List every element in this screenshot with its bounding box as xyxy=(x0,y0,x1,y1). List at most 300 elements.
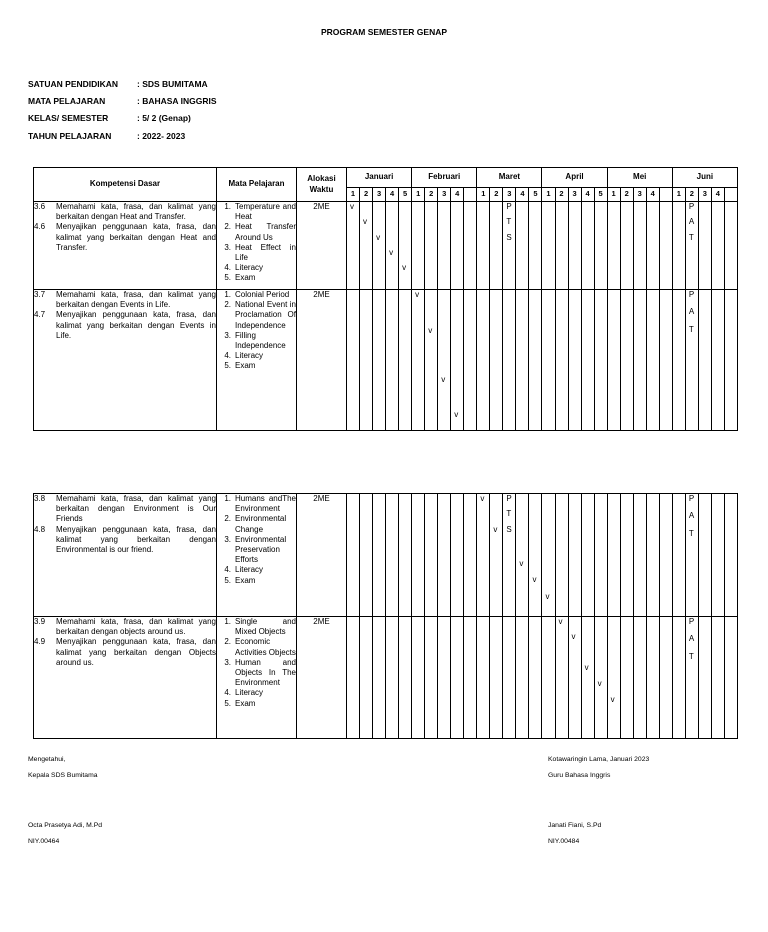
mapel-number: 2. xyxy=(224,300,231,310)
mapel-item xyxy=(217,243,296,263)
document-title: PROGRAM SEMESTER GENAP xyxy=(320,27,448,37)
meta-row xyxy=(28,96,217,113)
week-cell xyxy=(386,290,399,431)
week-cell xyxy=(620,494,633,617)
table-row xyxy=(34,290,738,431)
header-week: 2 xyxy=(490,187,503,201)
kompetensi-cell xyxy=(34,202,217,290)
mapel-number: 4. xyxy=(224,688,231,698)
schedule-mark: P xyxy=(688,202,695,211)
week-cell xyxy=(711,494,724,617)
mapel-item xyxy=(217,263,296,273)
meta-label: MATA PELAJARAN xyxy=(28,96,106,107)
week-cell xyxy=(516,290,529,431)
week-cell xyxy=(360,494,373,617)
schedule-mark: v xyxy=(571,632,576,642)
mapel-cell xyxy=(217,202,297,290)
mapel-item xyxy=(217,535,296,566)
header-week: 1 xyxy=(607,187,620,201)
mapel-text: Colonial Period xyxy=(235,290,290,299)
week-cell xyxy=(568,202,581,290)
week-cell xyxy=(659,202,672,290)
header-week: 2 xyxy=(685,187,698,201)
mapel-text: Literacy xyxy=(235,565,264,575)
kompetensi-text: Menyajikan penggunaan kata, frasa, dan kalimat yang berkaitan dengan Heat and Transfer. xyxy=(56,222,216,252)
week-cell xyxy=(685,202,698,290)
schedule-mark: T xyxy=(506,217,512,227)
week-cell xyxy=(568,617,581,739)
schedule-mark: P xyxy=(688,494,695,503)
week-cell xyxy=(516,494,529,617)
week-cell xyxy=(464,494,477,617)
week-cell xyxy=(373,494,386,617)
schedule-mark: S xyxy=(506,232,512,242)
mapel-text: Environmental Preservation Efforts xyxy=(235,534,287,565)
week-cell xyxy=(490,494,503,617)
schedule-mark: T xyxy=(506,509,512,519)
week-cell xyxy=(633,202,646,290)
kompetensi-cell xyxy=(34,494,217,617)
mapel-number: 2. xyxy=(224,222,231,232)
week-cell xyxy=(347,202,360,290)
week-cell xyxy=(542,617,555,739)
week-cell xyxy=(347,290,360,431)
week-cell xyxy=(477,494,490,617)
week-cell xyxy=(724,617,737,739)
schedule-mark: P xyxy=(506,494,512,503)
week-cell xyxy=(672,617,685,739)
week-cell xyxy=(594,202,607,290)
mapel-text: Heat Effect in Life xyxy=(235,242,296,263)
mapel-item xyxy=(217,658,296,689)
week-cell xyxy=(451,617,464,739)
mapel-number: 3. xyxy=(224,534,231,544)
mapel-text: Exam xyxy=(235,273,256,283)
kompetensi-item xyxy=(34,202,216,222)
header-kompetensi: Kompetensi Dasar xyxy=(34,168,217,202)
week-cell xyxy=(425,290,438,431)
week-cell xyxy=(412,290,425,431)
kompetensi-number: 4.8 xyxy=(34,524,46,534)
sig-left-line2: Kepala SDS Bumitama xyxy=(28,772,98,779)
meta-info xyxy=(28,79,217,148)
mapel-item xyxy=(217,361,296,371)
week-cell xyxy=(581,290,594,431)
mapel-number: 1. xyxy=(224,290,231,299)
header-week: 1 xyxy=(477,187,490,201)
schedule-table-top xyxy=(33,167,738,431)
mapel-item xyxy=(217,617,296,637)
header-week: 4 xyxy=(516,187,529,201)
week-cell xyxy=(698,290,711,431)
sig-left-niy: NIY.00464 xyxy=(28,838,60,845)
mapel-item xyxy=(217,565,296,575)
schedule-mark: T xyxy=(688,324,694,334)
kompetensi-number: 3.7 xyxy=(34,290,46,299)
schedule-mark: A xyxy=(688,217,695,227)
table-row xyxy=(34,617,738,739)
mapel-text: Temperature and Heat xyxy=(235,202,296,222)
schedule-mark: v xyxy=(584,662,589,672)
week-cell xyxy=(672,494,685,617)
week-cell xyxy=(607,617,620,739)
table-row xyxy=(34,202,738,290)
mapel-number: 1. xyxy=(224,617,231,626)
mapel-text: Literacy xyxy=(235,263,264,273)
kompetensi-item xyxy=(34,637,216,668)
week-cell xyxy=(412,617,425,739)
kompetensi-text: Menyajikan penggunaan kata, frasa, dan kalimat yang berkaitan dengan Objects around us. xyxy=(56,637,216,667)
header-month: Februari xyxy=(412,168,477,188)
schedule-mark: T xyxy=(688,528,694,538)
sig-right-line1: Kotawaringin Lama, Januari 2023 xyxy=(548,756,650,763)
mapel-item xyxy=(217,637,296,657)
mapel-number: 4. xyxy=(224,263,231,273)
mapel-item xyxy=(217,273,296,283)
week-cell xyxy=(490,617,503,739)
mapel-number: 3. xyxy=(224,330,231,340)
week-cell xyxy=(373,202,386,290)
week-cell xyxy=(399,290,412,431)
week-cell xyxy=(646,494,659,617)
week-cell xyxy=(698,202,711,290)
week-cell xyxy=(503,494,516,617)
week-cell xyxy=(373,290,386,431)
mapel-cell xyxy=(217,494,297,617)
header-week: 5 xyxy=(529,187,542,201)
meta-label: SATUAN PENDIDIKAN xyxy=(28,79,119,89)
kompetensi-number: 4.6 xyxy=(34,222,46,232)
week-cell xyxy=(451,202,464,290)
alokasi-cell: 2ME xyxy=(297,202,347,290)
kompetensi-cell xyxy=(34,290,217,431)
week-cell xyxy=(503,290,516,431)
week-cell xyxy=(542,202,555,290)
kompetensi-number: 4.9 xyxy=(34,637,46,647)
week-cell xyxy=(685,617,698,739)
week-cell xyxy=(542,290,555,431)
week-cell xyxy=(555,494,568,617)
header-week: 3 xyxy=(438,187,451,201)
week-cell xyxy=(529,494,542,617)
schedule-mark: v xyxy=(532,574,537,584)
header-week xyxy=(659,187,672,201)
kompetensi-text: Menyajikan penggunaan kata, frasa, dan kalimat yang berkaitan dengan Environmental is our friend. xyxy=(56,524,216,555)
week-cell xyxy=(529,617,542,739)
kompetensi-item xyxy=(34,525,216,556)
mapel-item xyxy=(217,331,296,351)
sig-right-line2: Guru Bahasa Inggris xyxy=(548,772,611,779)
week-cell xyxy=(633,617,646,739)
week-cell xyxy=(633,290,646,431)
week-cell xyxy=(698,617,711,739)
schedule-mark: T xyxy=(688,232,694,242)
mapel-item xyxy=(217,222,296,242)
header-week: 4 xyxy=(451,187,464,201)
week-cell xyxy=(464,290,477,431)
week-cell xyxy=(659,617,672,739)
week-cell xyxy=(451,494,464,617)
week-cell xyxy=(464,202,477,290)
header-week: 3 xyxy=(373,187,386,201)
schedule-mark: S xyxy=(506,524,512,534)
week-cell xyxy=(386,202,399,290)
week-cell xyxy=(451,290,464,431)
alokasi-cell: 2ME xyxy=(297,617,347,739)
meta-row xyxy=(28,131,217,148)
week-cell xyxy=(373,617,386,739)
week-cell xyxy=(698,494,711,617)
week-cell xyxy=(399,202,412,290)
mapel-number: 5. xyxy=(224,361,231,371)
week-cell xyxy=(477,202,490,290)
schedule-mark: A xyxy=(688,307,695,317)
meta-row xyxy=(28,79,217,96)
schedule-mark: v xyxy=(480,494,485,503)
kompetensi-item xyxy=(34,617,216,637)
mapel-number: 3. xyxy=(224,242,231,252)
mapel-item xyxy=(217,494,296,514)
week-cell xyxy=(620,202,633,290)
mapel-item xyxy=(217,688,296,698)
header-week: 1 xyxy=(412,187,425,201)
header-month: Juni xyxy=(672,168,737,188)
week-cell xyxy=(607,494,620,617)
schedule-mark: A xyxy=(688,634,695,644)
kompetensi-number: 4.7 xyxy=(34,310,46,320)
meta-value: : SDS BUMITAMA xyxy=(137,79,208,89)
schedule-mark: v xyxy=(597,679,602,689)
header-week: 5 xyxy=(594,187,607,201)
week-cell xyxy=(594,494,607,617)
schedule-mark: v xyxy=(376,232,381,242)
header-week: 3 xyxy=(503,187,516,201)
week-cell xyxy=(464,617,477,739)
kompetensi-item xyxy=(34,290,216,310)
week-cell xyxy=(516,202,529,290)
meta-value: : 5/ 2 (Genap) xyxy=(137,113,191,124)
meta-label: TAHUN PELAJARAN xyxy=(28,130,112,141)
week-cell xyxy=(607,202,620,290)
week-cell xyxy=(620,617,633,739)
week-cell xyxy=(399,617,412,739)
schedule-mark: T xyxy=(688,651,694,661)
kompetensi-item xyxy=(34,494,216,525)
mapel-item xyxy=(217,202,296,222)
header-week: 4 xyxy=(581,187,594,201)
header-month: Januari xyxy=(347,168,412,188)
header-week: 1 xyxy=(672,187,685,201)
kompetensi-text: Memahami kata, frasa, dan kalimat yang berkaitan dengan Events in Life. xyxy=(56,290,216,310)
week-cell xyxy=(503,617,516,739)
week-cell xyxy=(477,290,490,431)
schedule-mark: v xyxy=(428,325,433,335)
schedule-mark: v xyxy=(545,591,550,601)
schedule-mark: v xyxy=(402,263,407,273)
sig-left-line1: Mengetahui, xyxy=(28,756,66,763)
sig-left-name: Octa Prasetya Adi, M.Pd xyxy=(28,822,103,829)
week-cell xyxy=(594,290,607,431)
mapel-item xyxy=(217,290,296,300)
week-cell xyxy=(490,202,503,290)
week-cell xyxy=(581,202,594,290)
mapel-text: National Event in Proclamation Of Independence xyxy=(235,300,296,330)
header-week: 1 xyxy=(347,187,360,201)
schedule-mark: v xyxy=(415,290,420,299)
mapel-item xyxy=(217,351,296,361)
schedule-mark: v xyxy=(519,559,524,569)
week-cell xyxy=(672,202,685,290)
kompetensi-number: 3.6 xyxy=(34,202,46,211)
header-week: 1 xyxy=(542,187,555,201)
sig-right-niy: NIY.00484 xyxy=(548,838,580,845)
schedule-table-bottom xyxy=(33,493,738,739)
mapel-text: Environmental Change xyxy=(235,514,287,534)
week-cell xyxy=(438,494,451,617)
week-cell xyxy=(516,617,529,739)
week-cell xyxy=(711,617,724,739)
week-cell xyxy=(555,290,568,431)
header-mapel: Mata Pelajaran xyxy=(217,168,297,202)
week-cell xyxy=(347,494,360,617)
week-cell xyxy=(425,494,438,617)
header-week xyxy=(724,187,737,201)
kompetensi-text: Memahami kata, frasa, dan kalimat yang berkaitan dengan Heat and Transfer. xyxy=(56,202,216,222)
week-cell xyxy=(438,202,451,290)
mapel-text: Literacy xyxy=(235,351,264,361)
header-week: 2 xyxy=(555,187,568,201)
meta-value: : BAHASA INGGRIS xyxy=(137,96,217,107)
week-cell xyxy=(360,617,373,739)
header-month: April xyxy=(542,168,607,188)
kompetensi-number: 3.9 xyxy=(34,617,46,626)
mapel-number: 2. xyxy=(224,514,231,524)
header-week: 2 xyxy=(425,187,438,201)
header-alokasi: Alokasi Waktu xyxy=(297,168,347,202)
mapel-number: 1. xyxy=(224,494,231,503)
mapel-text: Heat Transfer Around Us xyxy=(235,222,296,242)
week-cell xyxy=(412,202,425,290)
week-cell xyxy=(711,290,724,431)
week-cell xyxy=(555,617,568,739)
meta-value: : 2022- 2023 xyxy=(137,130,186,141)
alokasi-cell: 2ME xyxy=(297,494,347,617)
table-row xyxy=(34,494,738,617)
schedule-mark: v xyxy=(363,217,368,227)
week-cell xyxy=(646,617,659,739)
mapel-cell xyxy=(217,290,297,431)
mapel-text: Exam xyxy=(235,575,256,585)
header-week: 2 xyxy=(620,187,633,201)
mapel-number: 3. xyxy=(224,657,231,667)
mapel-text: Human and Objects In The Environment xyxy=(235,657,296,688)
mapel-cell xyxy=(217,617,297,739)
week-cell xyxy=(633,494,646,617)
week-cell xyxy=(412,494,425,617)
schedule-mark: P xyxy=(506,202,512,211)
kompetensi-item xyxy=(34,310,216,341)
week-cell xyxy=(672,290,685,431)
week-cell xyxy=(685,494,698,617)
mapel-number: 2. xyxy=(224,637,231,647)
kompetensi-item xyxy=(34,222,216,253)
header-week: 4 xyxy=(711,187,724,201)
mapel-text: Literacy xyxy=(235,688,264,698)
week-cell xyxy=(581,617,594,739)
week-cell xyxy=(607,290,620,431)
schedule-mark: v xyxy=(493,524,498,534)
week-cell xyxy=(646,202,659,290)
header-week: 3 xyxy=(568,187,581,201)
header-month: Mei xyxy=(607,168,672,188)
week-cell xyxy=(724,202,737,290)
week-cell xyxy=(594,617,607,739)
mapel-item xyxy=(217,300,296,331)
week-cell xyxy=(347,617,360,739)
header-week xyxy=(464,187,477,201)
week-cell xyxy=(438,290,451,431)
week-cell xyxy=(503,202,516,290)
week-cell xyxy=(659,494,672,617)
week-cell xyxy=(386,494,399,617)
week-cell xyxy=(360,202,373,290)
week-cell xyxy=(490,290,503,431)
schedule-mark: v xyxy=(389,247,394,257)
week-cell xyxy=(529,202,542,290)
meta-row xyxy=(28,113,217,130)
header-week: 3 xyxy=(698,187,711,201)
kompetensi-text: Menyajikan penggunaan kata, frasa, dan kalimat yang berkaitan dengan Events in Life. xyxy=(56,310,216,340)
mapel-item xyxy=(217,576,296,586)
mapel-item xyxy=(217,699,296,709)
header-week: 4 xyxy=(646,187,659,201)
kompetensi-number: 3.8 xyxy=(34,494,46,503)
mapel-text: Humans andThe Environment xyxy=(235,494,296,514)
kompetensi-text: Memahami kata, frasa, dan kalimat yang berkaitan dengan Environment is Our Friends xyxy=(56,494,216,524)
schedule-mark: v xyxy=(558,617,563,626)
week-cell xyxy=(659,290,672,431)
mapel-number: 4. xyxy=(224,565,231,575)
mapel-text: Filling Independence xyxy=(235,330,286,351)
schedule-mark: v xyxy=(441,374,446,384)
week-cell xyxy=(568,290,581,431)
week-cell xyxy=(438,617,451,739)
header-month: Maret xyxy=(477,168,542,188)
week-cell xyxy=(477,617,490,739)
kompetensi-text: Memahami kata, frasa, dan kalimat yang berkaitan dengan objects around us. xyxy=(56,617,216,637)
week-cell xyxy=(581,494,594,617)
week-cell xyxy=(568,494,581,617)
schedule-mark: A xyxy=(688,511,695,521)
week-cell xyxy=(529,290,542,431)
mapel-number: 1. xyxy=(224,202,231,211)
week-cell xyxy=(386,617,399,739)
meta-label: KELAS/ SEMESTER xyxy=(28,113,109,124)
mapel-text: Single and Mixed Objects xyxy=(235,617,296,637)
header-week: 4 xyxy=(386,187,399,201)
week-cell xyxy=(724,290,737,431)
week-cell xyxy=(646,290,659,431)
mapel-text: Economic Activities Objects xyxy=(235,637,296,657)
mapel-text: Exam xyxy=(235,361,256,371)
week-cell xyxy=(724,494,737,617)
week-cell xyxy=(542,494,555,617)
week-cell xyxy=(555,202,568,290)
kompetensi-cell xyxy=(34,617,217,739)
mapel-number: 4. xyxy=(224,351,231,361)
week-cell xyxy=(620,290,633,431)
schedule-mark: v xyxy=(350,202,354,211)
